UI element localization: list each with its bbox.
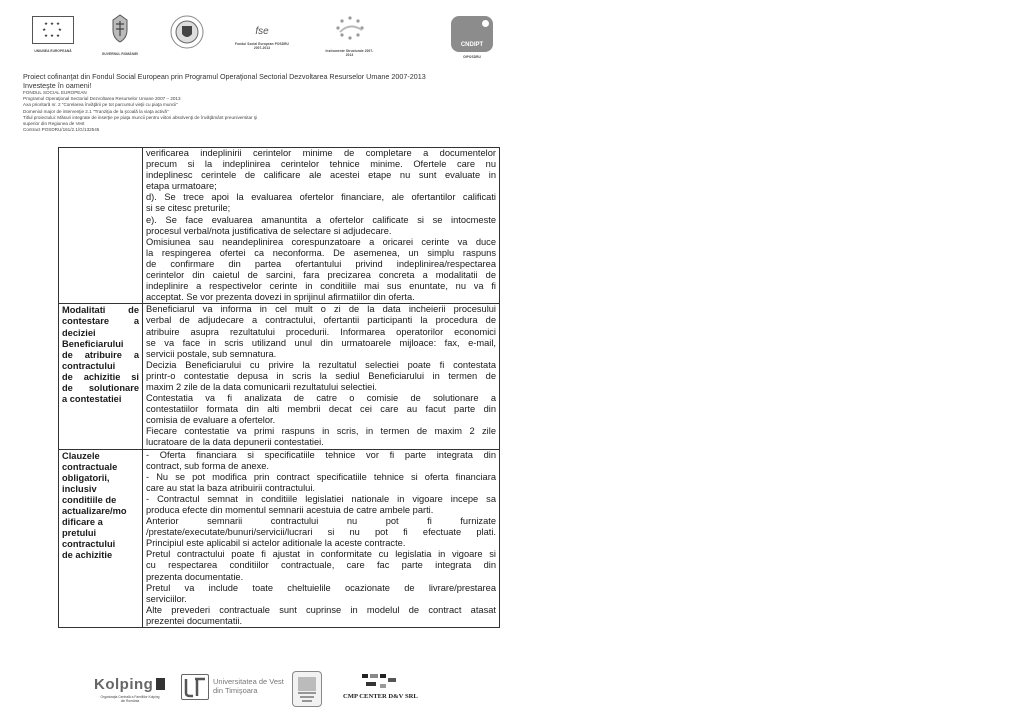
label-line: contestare a	[62, 316, 139, 327]
content-line: Decizia Beneficiarului cu privire la rezultatul selectiei poate fi contestata	[146, 359, 496, 370]
label-line: actualizare/mo	[62, 506, 127, 516]
label-line: dificare a	[62, 517, 103, 528]
table-row	[59, 148, 500, 304]
content-line: la respingerea ofertei ca neconforma. De asemenea, un simplu raspuns	[146, 247, 496, 258]
content-line: - Contractul semnat in conditiile legislatiei nationale in vigoare incepe sa	[146, 493, 496, 504]
detail-line: Contract POSDRU/161/2.1/G/132545	[23, 127, 100, 133]
content-line: produca efecte din momentul semnarii acestuia de catre ambele parti.	[146, 505, 434, 515]
content-line: precum si la indeplinirea cerintelor tehnice minime. Ofertele care nu	[146, 159, 496, 170]
content-line: prezentei documentatii.	[146, 615, 243, 626]
kolping-k-icon	[156, 678, 165, 690]
procurement-table	[58, 147, 500, 628]
content-line: si se citesc preturile;	[146, 203, 231, 214]
row-label-cell	[59, 449, 143, 628]
content-line: - Oferta financiara si specificatiile tehnice vor fi parte integrata din	[146, 449, 496, 460]
label-line: pretului	[62, 528, 97, 539]
detail-line: Titlul proiectului: Măsuri integrate de inserţie pe piaţa muncii pentru viitori absolvenţi de învăţământ preuniversitar şi	[23, 114, 258, 120]
content-line: /prestate/executate/bunuri/servicii/lucrari si nu pot fi efectuate plati.	[146, 527, 496, 538]
content-line: verificarea indeplinirii cerintelor minime de completare a documentelor	[146, 148, 496, 158]
label-line: Beneficiarului	[62, 338, 124, 349]
content-line: verbal de adjudecare a contractului, ofertantii participanti la procedura de	[146, 315, 496, 326]
label-line: de achizitie	[62, 550, 113, 561]
content-line: printr-o contestatie depusa in scris la sediul Beneficiarului in termen de	[146, 370, 496, 381]
coat-of-arms-icon	[109, 14, 131, 44]
content-line: Fiecare contestatie va primi raspuns in scris, in termen de maxim 2 zile	[146, 426, 496, 437]
eu-flag-logo	[28, 16, 78, 53]
logo-caption: Fondul Social European POSDRU 2007-2013	[235, 42, 289, 50]
content-line: e). Se face evaluarea amanuntita a ofertelor calificate si se intocmeste	[146, 214, 496, 225]
content-line: procesul verbal/nota justificativa de selectare si adjudecare.	[146, 225, 392, 236]
table-row	[59, 304, 500, 449]
content-line: indeplinesc cerintele de calificare ale acestei etape nu sunt evaluate in	[146, 170, 496, 181]
label-line: a contestatiei	[62, 394, 122, 405]
content-line: maxim 2 zile de la data comunicarii rezultatului selectiei.	[146, 381, 377, 392]
content-line: Principiul este aplicabil si actelor aditionale la aceste contracte.	[146, 538, 406, 549]
content-line: - Nu se pot modifica prin contract specificatiile tehnice si oferta financiara	[146, 471, 496, 482]
logo-caption: GUVERNUL ROMÂNIEI	[101, 52, 139, 56]
content-line: contract, sub forma de anexe.	[146, 460, 269, 471]
row-content-cell	[143, 449, 500, 628]
detail-line: Programul Operaţional Sectorial Dezvoltarea Resurselor Umane 2007 – 2013	[23, 96, 181, 102]
label-line: deciziei	[62, 327, 96, 338]
romanian-government-logo	[95, 14, 145, 56]
content-line: etapa urmatoare;	[146, 181, 217, 192]
label-line: de solutionare	[62, 382, 139, 393]
logo-caption: Instrumente Structurale 2007-2013	[325, 49, 374, 57]
content-line: prezenta documentatie.	[146, 571, 244, 582]
content-line: lucratoare de la data depunerii contestatiei.	[146, 437, 324, 448]
logo-caption: UNIUNEA EUROPEANĂ	[34, 49, 72, 53]
label-line: Clauzele	[62, 450, 100, 461]
content-line: d). Se trece apoi la evaluarea ofertelor financiare, ale ofertantilor calificati	[146, 192, 496, 203]
ministry-seal-icon	[169, 14, 205, 50]
project-intro	[23, 72, 623, 133]
kolping-logo: Kolping	[94, 676, 165, 693]
label-line: obligatorii,	[62, 472, 110, 483]
content-line: Alte prevederi contractuale sunt cuprinse in modelul de contract atasat	[146, 604, 496, 615]
detail-line: superior din Regiunea de Vest	[23, 121, 85, 127]
content-line: Anterior semnarii contractului nu pot fi furnizate	[146, 516, 496, 527]
row-content-cell	[143, 148, 500, 304]
content-line: acceptat. Se vor prezenta dovezi in sprijinul afirmatiilor din oferta.	[146, 292, 415, 303]
content-line: atribuire asupra rezultatului procedurii. Informarea operatorilor economici	[146, 326, 496, 337]
content-line: cerintelor din caietul de sarcini, fara precizarea concreta a modalitatii de	[146, 270, 496, 281]
university-seal-icon	[292, 671, 322, 707]
row-label-cell	[59, 304, 143, 449]
content-line: Omisiunea sau neandeplinirea corespunzatoare a oricarei cerinte va duce	[146, 236, 496, 247]
eu-flag-icon: ★★★ ★ ★ ★★★	[32, 16, 74, 44]
content-line: se va face in scris utilizand unul din urmatoarele mijloace: fax, e-mail,	[146, 337, 496, 348]
uvt-name: Universitatea de Vest din Timişoara	[213, 677, 284, 695]
content-line: contestatiilor formata din alti membrii decat cei care au facut parte din	[146, 404, 496, 415]
cndipt-badge: CNDIPT	[451, 16, 493, 52]
project-motto: Investeşte în oameni!	[23, 81, 92, 90]
label-line: de achizitie si	[62, 371, 139, 382]
table-row	[59, 449, 500, 628]
row-label-cell	[59, 148, 143, 304]
content-line: de confirmare din partea ofertantului privind indeplinirea/respectarea	[146, 258, 496, 269]
content-line: Pretul va include toate cheltuielile ocazionate de livrare/prestarea	[146, 582, 496, 593]
content-line: care au stat la baza atribuirii contractului.	[146, 482, 315, 493]
cmp-logo-icon	[360, 672, 404, 690]
kolping-subtitle: Organizaţia Centrală a Familiilor Kolping din România	[100, 695, 160, 703]
content-line: serviciilor.	[146, 593, 187, 604]
row-content-cell	[143, 304, 500, 449]
detail-line: Domeniul major de intervenţie 2.1 "Tranziţia de la şcoală la viaţa activă"	[23, 108, 169, 114]
content-line: Contestatia va fi analizata de catre o comisie de solutionare a	[146, 393, 496, 404]
content-line: indeplinire a respectivelor cerinte in conditiile mai sus enuntate, nu va fi	[146, 281, 496, 292]
content-line: cu respectarea conditiilor contractuale, care fac parte integrata din	[146, 560, 496, 571]
fse-mark-icon: fse	[255, 26, 269, 37]
content-line: Beneficiarul va informa in cel mult o zi de la data incheierii procesului	[146, 304, 496, 315]
uvt-logo-icon	[181, 674, 209, 700]
label-line: inclusiv	[62, 483, 97, 494]
content-line: comisia de evaluare a ofertelor.	[146, 415, 276, 426]
structural-instruments-logo	[322, 14, 377, 57]
header-logos	[0, 14, 1024, 64]
oipsdru-logo	[448, 16, 496, 59]
footer-logos	[0, 668, 1024, 718]
logo-caption: OIPOSDRU	[463, 55, 481, 59]
content-line: Pretul contractului poate fi ajustat in conformitate cu legislatia in vigoare si	[146, 549, 496, 560]
content-line: servicii postale, sub semnatura.	[146, 348, 277, 359]
label-line: contractului	[62, 539, 116, 550]
label-line: contractuale	[62, 461, 118, 472]
label-line: Modalitati de	[62, 305, 139, 316]
project-cofinance-line: Proiect cofinanţat din Fondul Social European prin Programul Operaţional Sectorial Dezvoltarea Resurselor Umane 2007-2013	[23, 72, 426, 81]
cmp-company-name: CMP CENTER D&V SRL	[343, 693, 418, 700]
detail-line: Axa prioritară nr. 2 "Corelarea învăţării pe tot parcursul vieţii cu piaţa muncii"	[23, 102, 178, 108]
ministry-seal-logo	[166, 14, 208, 55]
detail-line: FONDUL SOCIAL EUROPEAN	[23, 90, 87, 95]
label-line: de atribuire a	[62, 349, 139, 360]
stars-circle-icon	[328, 14, 372, 44]
label-line: conditiile de	[62, 494, 117, 505]
fse-logo	[232, 22, 292, 50]
label-line: contractului	[62, 360, 116, 371]
